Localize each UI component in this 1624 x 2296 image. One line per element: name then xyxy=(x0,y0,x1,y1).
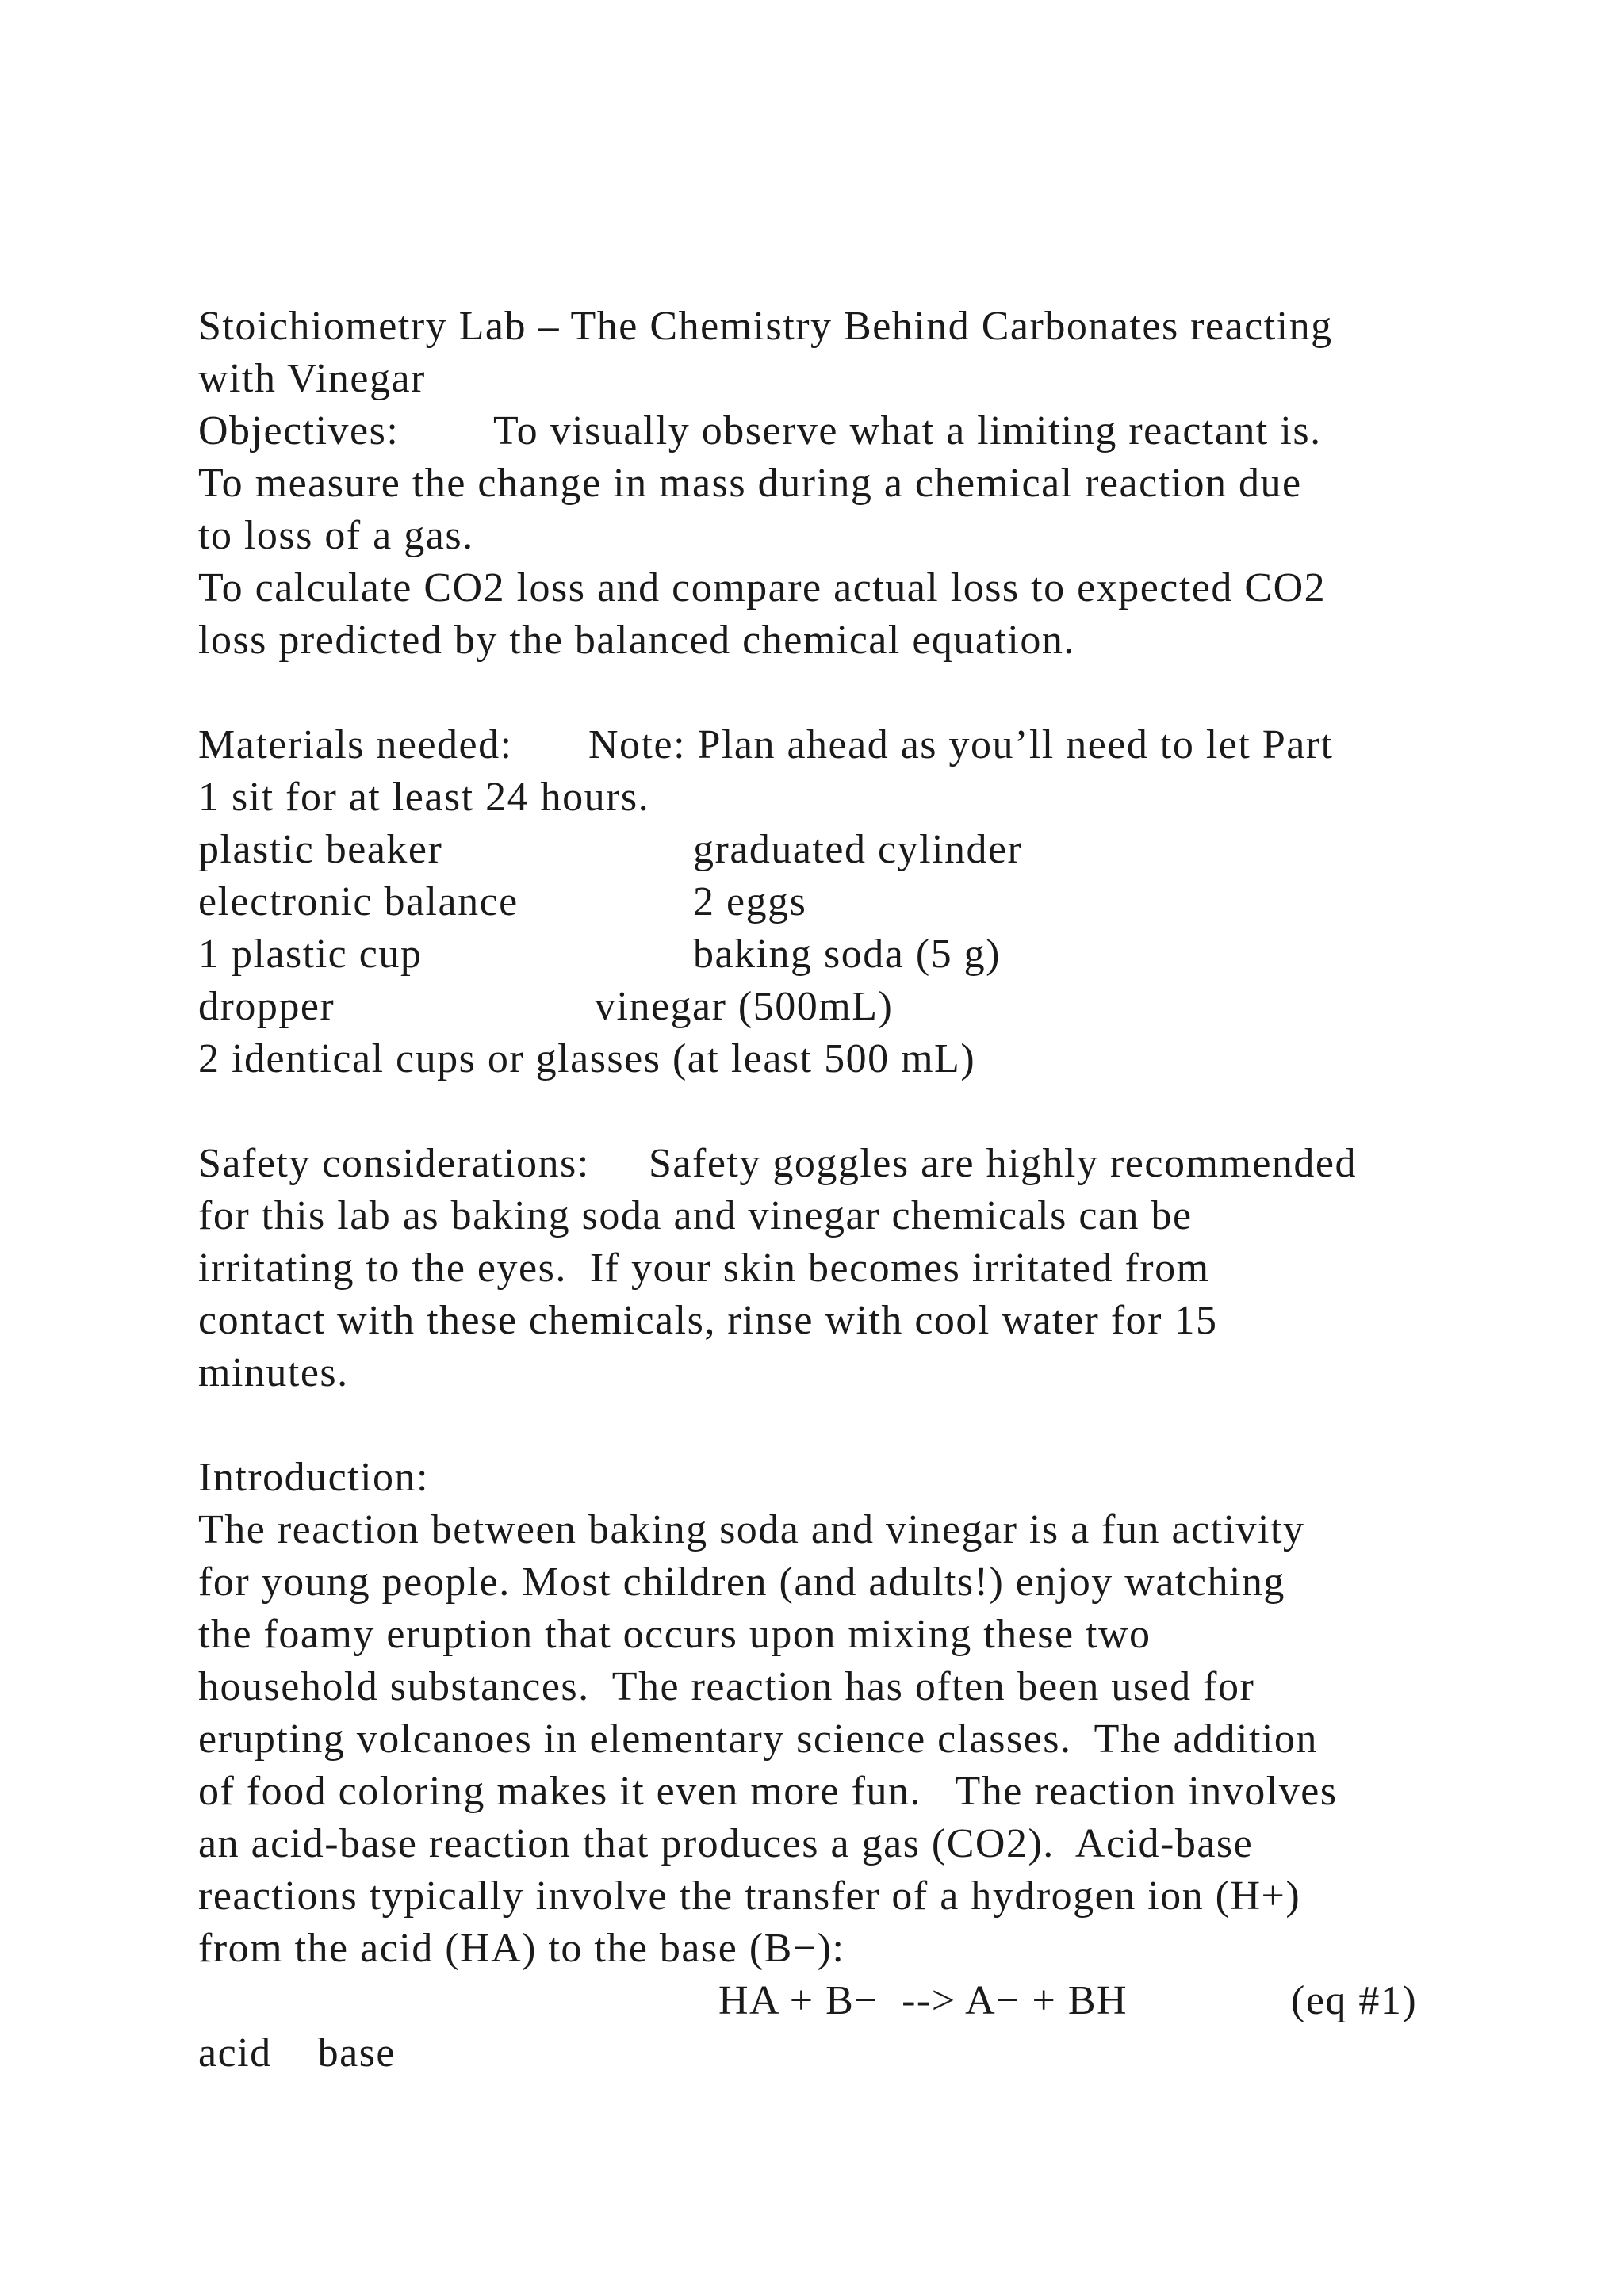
objectives-line: To measure the change in mass during a chemical reaction due xyxy=(198,461,1302,506)
equation-number: (eq #1) xyxy=(1291,1978,1418,2023)
introduction-line: for young people. Most children (and adults!) enjoy watching xyxy=(198,1559,1285,1605)
title-line-1: Stoichiometry Lab – The Chemistry Behind Carbonates reacting xyxy=(198,304,1333,349)
chemical-equation: HA + B− --> A− + BH xyxy=(718,1978,1128,2023)
equation-labels: acid base xyxy=(198,2030,396,2076)
objectives-line: To calculate CO2 loss and compare actual loss to expected CO2 xyxy=(198,565,1327,610)
objectives-line: to loss of a gas. xyxy=(198,513,474,558)
material-item: baking soda (5 g) xyxy=(693,932,1001,977)
objectives-label: Objectives: xyxy=(198,408,400,453)
material-item: electronic balance xyxy=(198,879,519,924)
safety-line: contact with these chemicals, rinse with cool water for 15 xyxy=(198,1298,1218,1343)
material-item: plastic beaker xyxy=(198,827,443,872)
materials-note: Note: Plan ahead as you’ll need to let Part xyxy=(588,722,1334,767)
introduction-heading: Introduction: xyxy=(198,1455,430,1500)
safety-label: Safety considerations: xyxy=(198,1141,590,1186)
introduction-line: erupting volcanoes in elementary science classes. The addition xyxy=(198,1716,1318,1762)
objectives-first: To visually observe what a limiting reactant is. xyxy=(493,408,1322,453)
material-item: vinegar (500mL) xyxy=(595,984,894,1029)
introduction-line: The reaction between baking soda and vinegar is a fun activity xyxy=(198,1507,1305,1552)
introduction-line: the foamy eruption that occurs upon mixing these two xyxy=(198,1612,1151,1657)
safety-line: minutes. xyxy=(198,1350,349,1395)
material-item: graduated cylinder xyxy=(693,827,1023,872)
objectives-line: loss predicted by the balanced chemical equation. xyxy=(198,618,1075,663)
introduction-line: reactions typically involve the transfer of a hydrogen ion (H+) xyxy=(198,1873,1301,1919)
introduction-line: household substances. The reaction has often been used for xyxy=(198,1664,1255,1709)
material-item: dropper xyxy=(198,984,335,1029)
safety-first: Safety goggles are highly recommended xyxy=(649,1141,1358,1186)
material-item: 1 plastic cup xyxy=(198,932,423,977)
introduction-line: from the acid (HA) to the base (B−): xyxy=(198,1926,845,1971)
safety-line: irritating to the eyes. If your skin becomes irritated from xyxy=(198,1246,1210,1291)
safety-line: for this lab as baking soda and vinegar chemicals can be xyxy=(198,1193,1193,1238)
material-item: 2 identical cups or glasses (at least 500 mL) xyxy=(198,1036,976,1081)
introduction-line: an acid-base reaction that produces a gas (CO2). Acid-base xyxy=(198,1821,1254,1866)
materials-label: Materials needed: xyxy=(198,722,513,767)
materials-note-cont: 1 sit for at least 24 hours. xyxy=(198,775,650,820)
material-item: 2 eggs xyxy=(693,879,807,924)
title-line-2: with Vinegar xyxy=(198,356,426,401)
introduction-line: of food coloring makes it even more fun. The reaction involves xyxy=(198,1769,1338,1814)
